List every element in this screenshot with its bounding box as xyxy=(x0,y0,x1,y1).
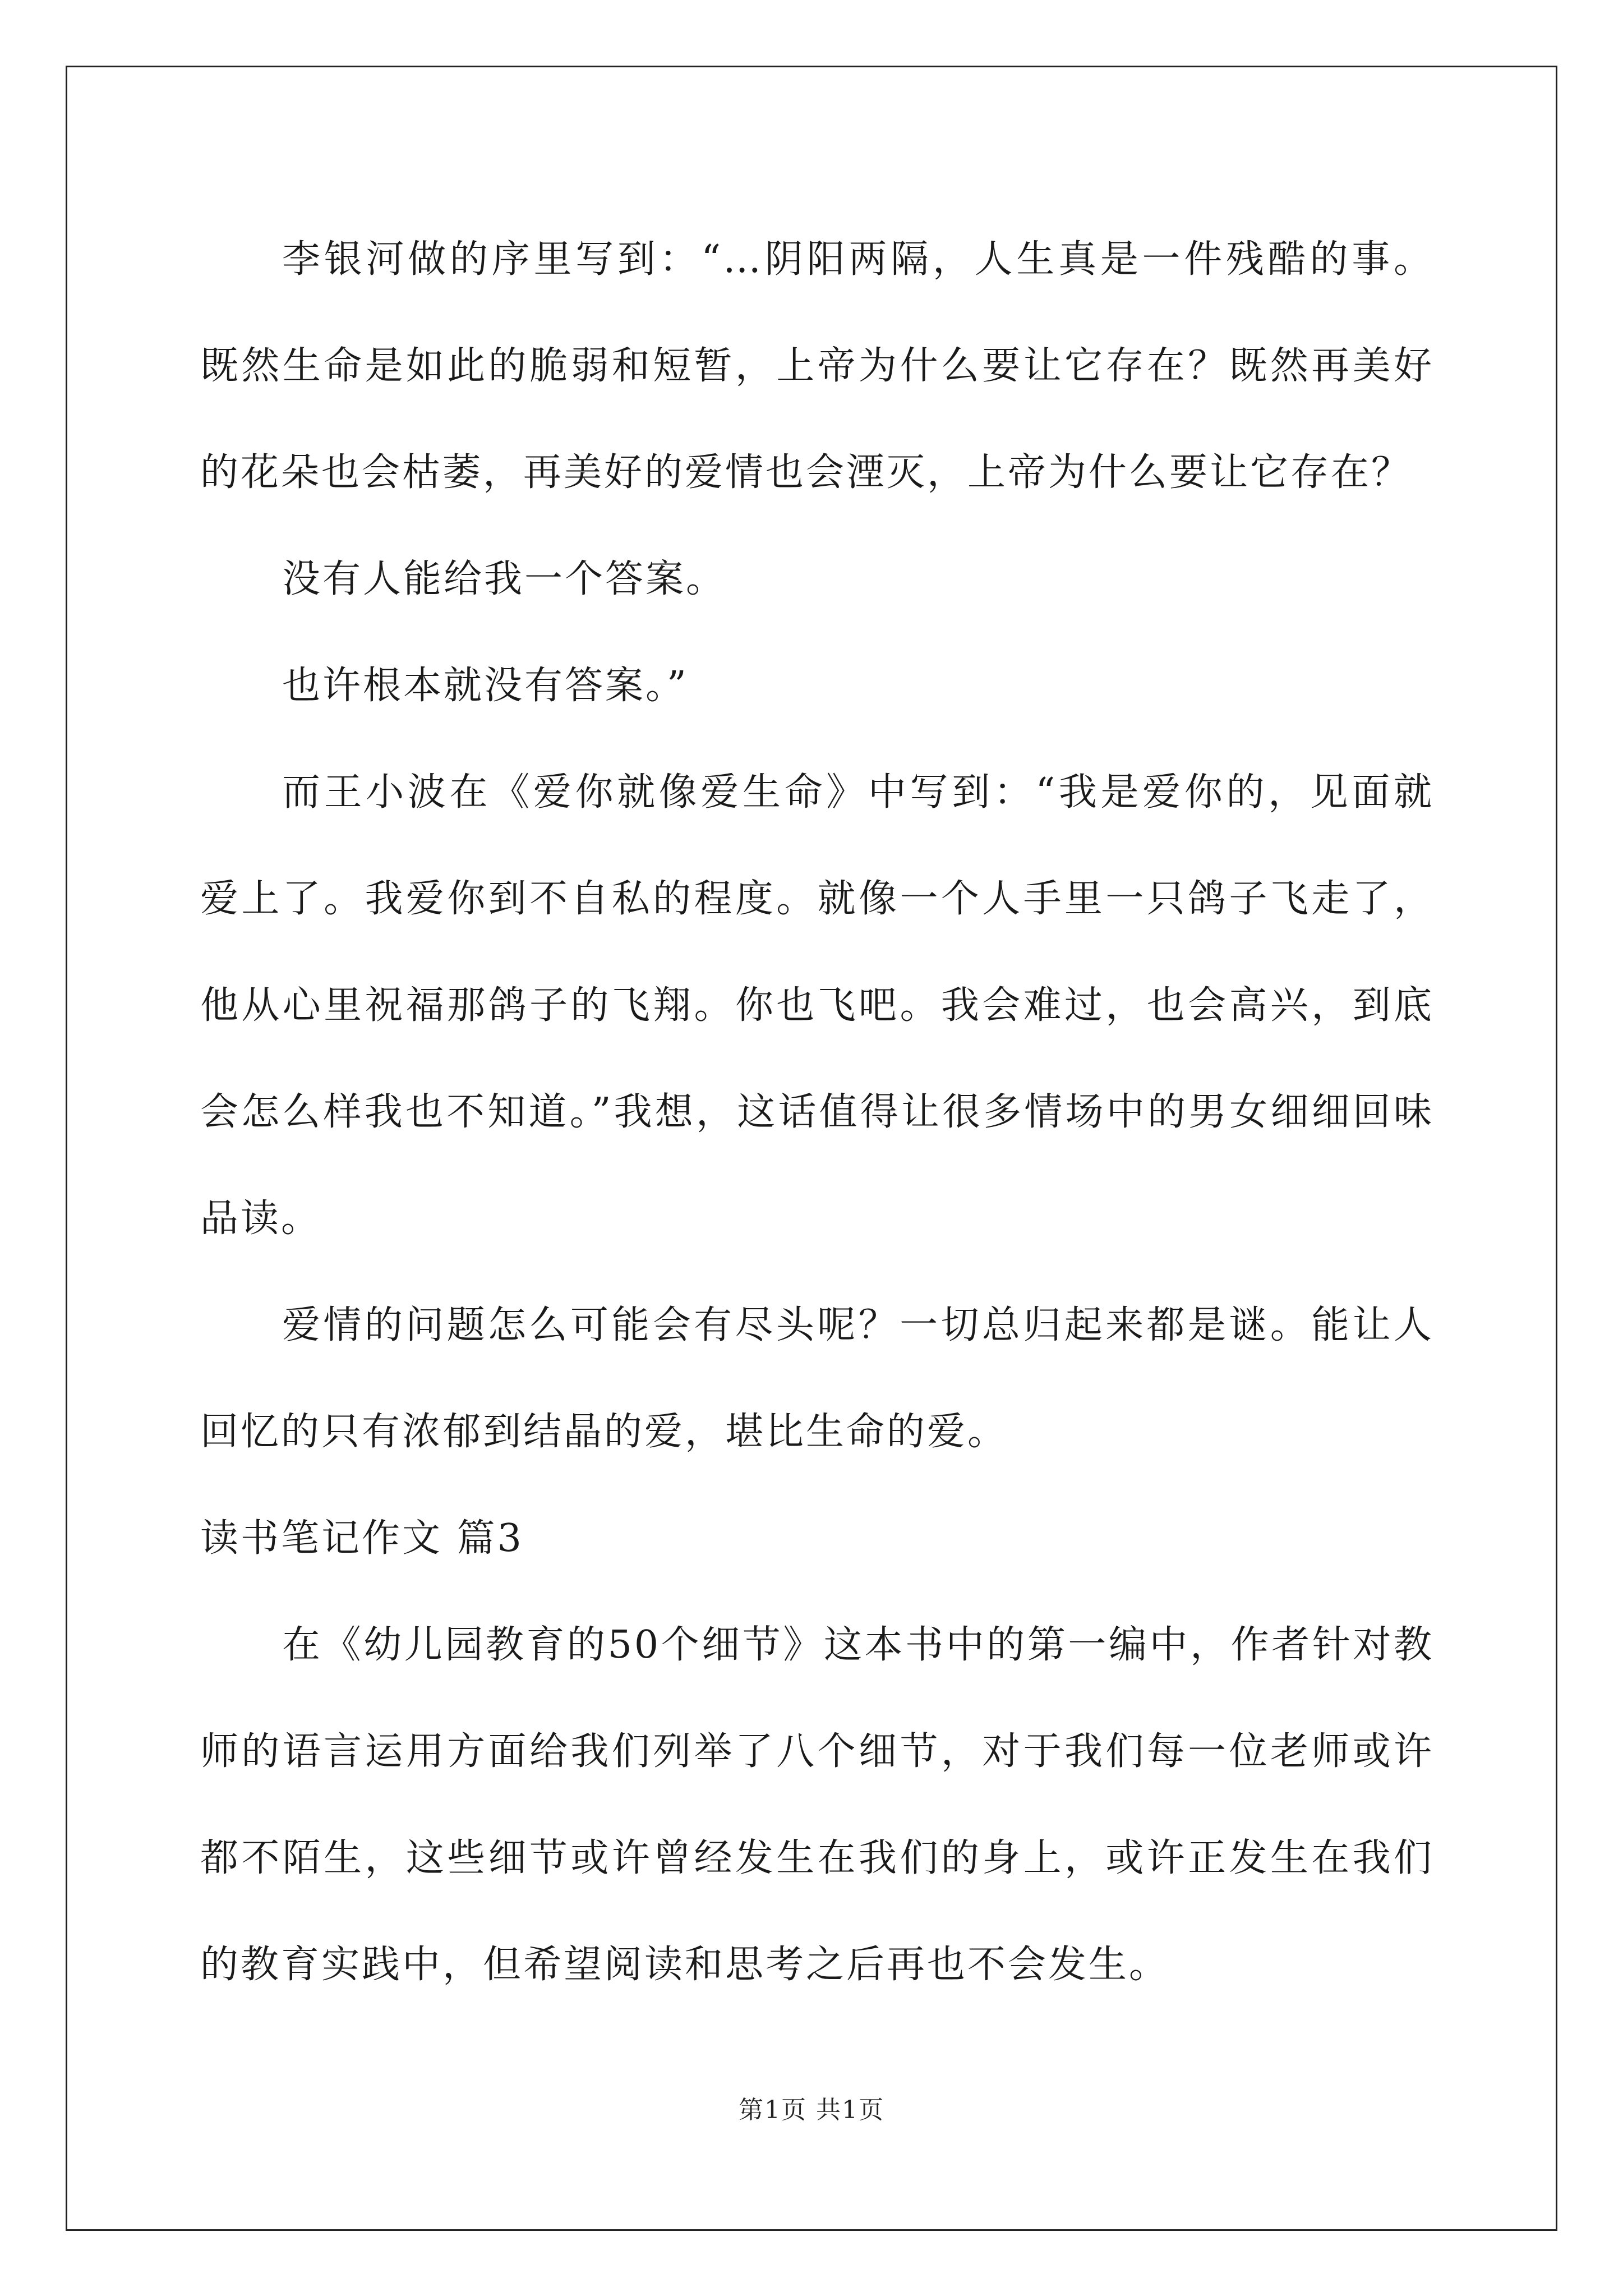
paragraph: 而王小波在《爱你就像爱生命》中写到：“我是爱你的，见面就爱上了。我爱你到不自私的程度。就像一个人手里一只鸽子飞走了，他从心里祝福那鸽子的飞翔。你也飞吧。我会难过，也会高兴，到底会怎么样我也不知道。”我想，这话值得让很多情场中的男女细细回味品读。 xyxy=(200,770,1434,1241)
paragraph: 爱情的问题怎么可能会有尽头呢？一切总归起来都是谜。能让人回忆的只有浓郁到结晶的爱，堪比生命的爱。 xyxy=(200,1303,1434,1454)
paragraph: 也许根本就没有答案。” xyxy=(282,664,689,708)
page-footer: 第1页 共1页 xyxy=(739,2096,884,2124)
section-heading: 读书笔记作文 篇3 xyxy=(200,1516,524,1561)
document-body xyxy=(200,206,1434,2018)
paragraph: 没有人能给我一个答案。 xyxy=(282,557,727,601)
paragraph: 李银河做的序里写到：“…阴阳两隔，人生真是一件残酷的事。既然生命是如此的脆弱和短暂，上帝为什么要让它存在？既然再美好的花朵也会枯萎，再美好的爱情也会湮灭，上帝为什么要让它存在？ xyxy=(200,237,1434,495)
paragraph: 在《幼儿园教育的50个细节》这本书中的第一编中，作者针对教师的语言运用方面给我们列举了八个细节，对于我们每一位老师或许都不陌生，这些细节或许曾经发生在我们的身上，或许正发生在我们的教育实践中，但希望阅读和思考之后再也不会发生。 xyxy=(200,1623,1434,1987)
